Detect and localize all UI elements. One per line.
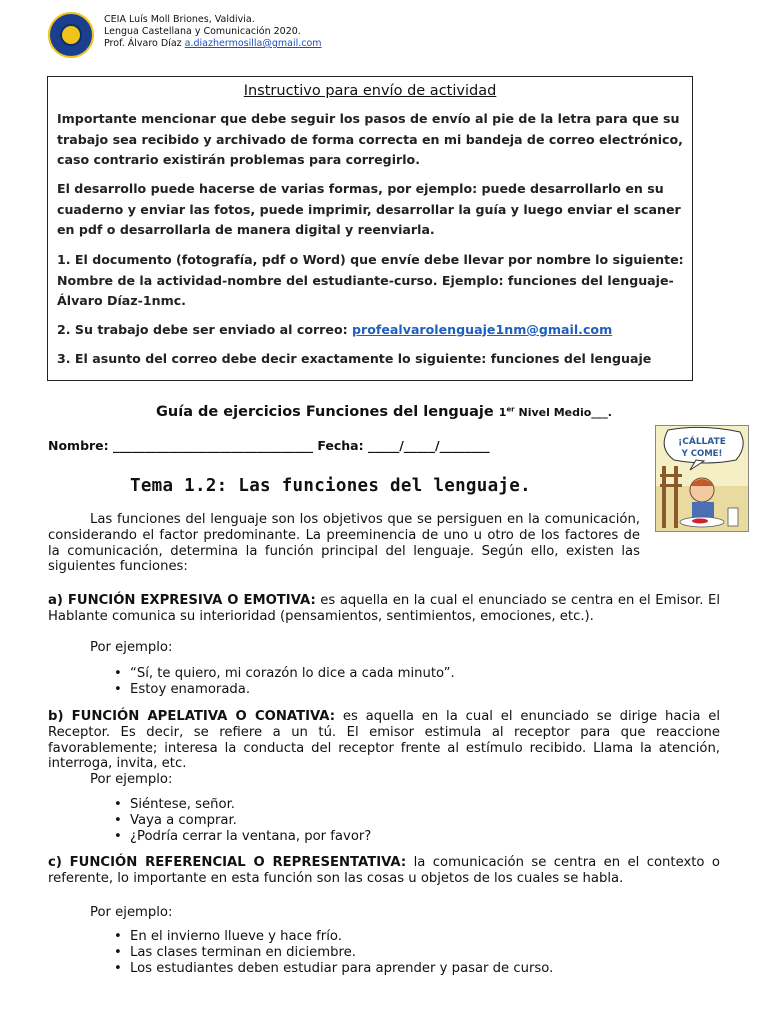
submission-email-link[interactable]: profealvarolenguaje1nm@gmail.com (352, 322, 613, 337)
function-referential-heading: c) FUNCIÓN REFERENCIAL O REPRESENTATIVA: (48, 855, 407, 870)
name-date-line: Nombre: ________________________________ Fecha: _____/_____/________ (48, 438, 490, 453)
header-info (104, 14, 322, 50)
header-line-course: Lengua Castellana y Comunicación 2020. (104, 26, 301, 37)
instructions-p3: 1. El documento (fotografía, pdf o Word) que envíe debe llevar por nombre lo siguiente: Nombre de la actividad-nombre del estudiante-curso. Ejemplo: funciones del lenguaje-Álvaro Díaz-1nmc. (57, 252, 684, 308)
function-referential-definition: c) FUNCIÓN REFERENCIAL O REPRESENTATIVA: la comunicación se centra en el contexto o referente, lo importante en esta función son las cosas u objetos de los cuales se habla. (48, 855, 720, 886)
list-item: • Vaya a comprar. (110, 813, 371, 829)
list-item: • Los estudiantes deben estudiar para aprender y pasar de curso. (110, 961, 553, 977)
school-logo (48, 12, 94, 58)
appellative-example-label: Por ejemplo: (90, 772, 173, 787)
instructions-p1: Importante mencionar que debe seguir los pasos de envío al pie de la letra para que su trabajo sea recibido y archivado de forma correcta en mi bandeja de correo electrónico, caso contrario existirán problemas para corregirlo. (57, 111, 683, 167)
function-appellative-definition: b) FUNCIÓN APELATIVA O CONATIVA: es aquella en la cual el enunciado se dirige hacia el Receptor. Es decir, se refiere a un tú. El emisor estimula al receptor para que reaccione favorablemente; interesa la conducta del receptor frente al estímulo recibido. Llama la atención, interroga, invita, etc. (48, 709, 721, 772)
function-appellative-heading: b) FUNCIÓN APELATIVA O CONATIVA: (48, 709, 336, 724)
list-item: • “Sí, te quiero, mi corazón lo dice a cada minuto”. (110, 666, 455, 682)
list-item: • ¿Podría cerrar la ventana, por favor? (110, 829, 371, 845)
cartoon-image (655, 425, 749, 532)
function-expressive-heading: a) FUNCIÓN EXPRESIVA O EMOTIVA: (48, 593, 316, 608)
list-item: • Siéntese, señor. (110, 797, 371, 813)
header-line-school: CEIA Luís Moll Briones, Valdivia. (104, 14, 255, 25)
list-item: • En el invierno llueve y hace frío. (110, 929, 553, 945)
teacher-email-link[interactable]: a.diazhermosilla@gmail.com (184, 38, 322, 49)
function-expressive-definition: a) FUNCIÓN EXPRESIVA O EMOTIVA: es aquella en la cual el enunciado se centra en el Emisor. El Hablante comunica su interioridad (pensamientos, sentimientos, emociones, etc.). (48, 593, 720, 624)
intro-paragraph: Las funciones del lenguaje son los objetivos que se persiguen en la comunicación, considerando el factor predominante. La preeminencia de uno u otro de los factores de la comunicación, determina la función principal del lenguaje. Según ello, existen las siguientes funciones: (48, 512, 640, 575)
svg-text:Y COME!: Y COME! (681, 449, 723, 459)
guide-title: Guía de ejercicios Funciones del lenguaje 1er Nivel Medio___. (156, 404, 612, 420)
expressive-examples-list (110, 666, 455, 698)
instructions-box (47, 76, 693, 381)
referential-examples-list (110, 929, 553, 976)
topic-title: Tema 1.2: Las funciones del lenguaje. (130, 476, 531, 496)
list-item: • Las clases terminan en diciembre. (110, 945, 553, 961)
expressive-example-label: Por ejemplo: (90, 640, 173, 655)
instructions-p4: 2. Su trabajo debe ser enviado al correo: profealvarolenguaje1nm@gmail.com (57, 322, 613, 337)
referential-example-label: Por ejemplo: (90, 905, 173, 920)
instructions-title: Instructivo para envío de actividad (243, 83, 497, 99)
list-item: • Estoy enamorada. (110, 682, 455, 698)
svg-text:¡CÁLLATE: ¡CÁLLATE (678, 437, 726, 447)
instructions-p2: El desarrollo puede hacerse de varias formas, por ejemplo: puede desarrollarlo en su cuaderno y enviar las fotos, puede imprimir, desarrollar la guía y luego enviar el scaner en pdf o desarrollarla de manera digital y reenviarla. (57, 181, 681, 237)
header-line-teacher: Prof. Álvaro Díaz a.diazhermosilla@gmail.com (104, 38, 322, 49)
appellative-examples-list (110, 797, 371, 844)
instructions-p5: 3. El asunto del correo debe decir exactamente lo siguiente: funciones del lenguaje (57, 351, 652, 366)
